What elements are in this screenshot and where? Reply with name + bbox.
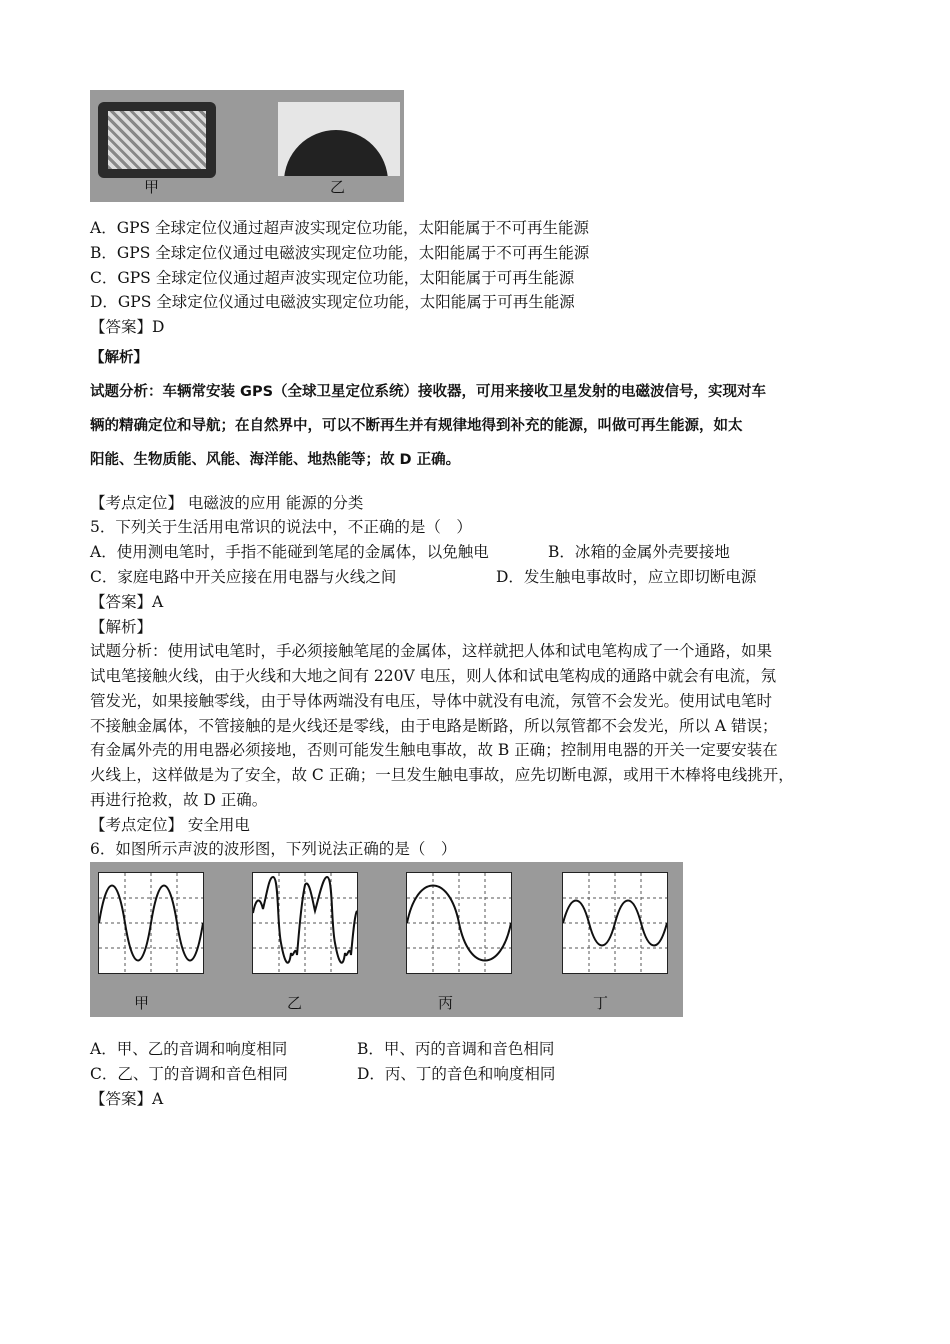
waveform-bing [406, 872, 512, 974]
q4-option-c: C．GPS 全球定位仪通过超声波实现定位功能，太阳能属于可再生能源 [90, 269, 575, 287]
q4-analysis-line-3: 阳能、生物质能、风能、海洋能、地热能等；故 D 正确。 [90, 452, 461, 468]
q5-option-c: C．家庭电路中开关应接在用电器与火线之间 [90, 568, 397, 586]
figure-gps-and-building [90, 90, 404, 202]
q4-analysis-line-1: 试题分析：车辆常安装 GPS（全球卫星定位系统）接收器，可用来接收卫星发射的电磁波信号，实现对车 [90, 384, 767, 400]
q6-answer: 【答案】A [90, 1090, 164, 1108]
q5-analysis-line-4: 不接触金属体，不管接触的是火线还是零线，由于电路是断路，所以氖管都不会发光，所以 A 错误； [90, 717, 778, 735]
building-dome [284, 130, 388, 176]
q5-analysis-line-6: 火线上，这样做是为了安全，故 C 正确；一旦发生触电事故，应先切断电源，或用干木棒将电线挑开， [90, 766, 794, 784]
q5-option-b: B．冰箱的金属外壳要接地 [548, 543, 730, 561]
q5-option-a: A．使用测电笔时，手指不能碰到笔尾的金属体，以免触电 [90, 543, 489, 561]
waveform-yi [252, 872, 358, 974]
q5-answer: 【答案】A [90, 593, 164, 611]
figure-label-jia: 甲 [144, 178, 160, 196]
q5-analysis-line-1: 试题分析：使用试电笔时，手必须接触笔尾的金属体，这样就把人体和试电笔构成了一个通路，如果 [90, 642, 773, 660]
q6-option-b: B．甲、丙的音调和音色相同 [357, 1040, 555, 1058]
q6-option-d: D．丙、丁的音色和响度相同 [357, 1065, 556, 1083]
figure-waveforms [90, 862, 683, 1017]
q4-analysis-title: 【解析】 [90, 350, 148, 366]
q6-option-c: C．乙、丁的音调和音色相同 [90, 1065, 288, 1083]
q4-analysis-line-2: 辆的精确定位和导航；在自然界中，可以不断再生并有规律地得到补充的能源，叫做可再生能源，如太 [90, 418, 743, 434]
wave-label-yi: 乙 [287, 994, 303, 1012]
q5-analysis-line-7: 再进行抢救，故 D 正确。 [90, 791, 268, 809]
q5-stem: 5．下列关于生活用电常识的说法中，不正确的是（ ） [90, 518, 472, 536]
q6-stem: 6．如图所示声波的波形图，下列说法正确的是（ ） [90, 840, 457, 858]
gps-map-screen [108, 111, 206, 169]
q5-analysis-title: 【解析】 [90, 618, 153, 636]
wave-label-jia: 甲 [134, 994, 150, 1012]
q6-option-a: A．甲、乙的音调和响度相同 [90, 1040, 288, 1058]
q5-analysis-line-2: 试电笔接触火线，由于火线和大地之间有 220V 电压，则人体和试电笔构成的通路中就会有电流，氖 [90, 667, 777, 685]
q5-kaodian: 【考点定位】 安全用电 [90, 816, 250, 834]
q4-option-b: B．GPS 全球定位仪通过电磁波实现定位功能，太阳能属于不可再生能源 [90, 244, 590, 262]
solar-building-image [278, 102, 400, 176]
waveform-jia [98, 872, 204, 974]
q5-analysis-line-5: 有金属外壳的用电器必须接地，否则可能发生触电事故，故 B 正确；控制用电器的开关一定要安装在 [90, 741, 778, 759]
waveform-ding [562, 872, 668, 974]
q4-kaodian: 【考点定位】 电磁波的应用 能源的分类 [90, 494, 364, 512]
wave-label-bing: 丙 [438, 994, 454, 1012]
gps-device-image [98, 102, 216, 178]
q5-option-d: D．发生触电事故时，应立即切断电源 [496, 568, 757, 586]
q4-answer: 【答案】D [90, 318, 165, 336]
q4-option-a: A．GPS 全球定位仪通过超声波实现定位功能，太阳能属于不可再生能源 [90, 219, 590, 237]
q5-analysis-line-3: 管发光，如果接触零线，由于导体两端没有电压，导体中就没有电流，氖管不会发光。使用试电笔时 [90, 692, 773, 710]
wave-label-ding: 丁 [593, 994, 609, 1012]
q4-option-d: D．GPS 全球定位仪通过电磁波实现定位功能，太阳能属于可再生能源 [90, 293, 575, 311]
figure-label-yi: 乙 [330, 178, 346, 196]
